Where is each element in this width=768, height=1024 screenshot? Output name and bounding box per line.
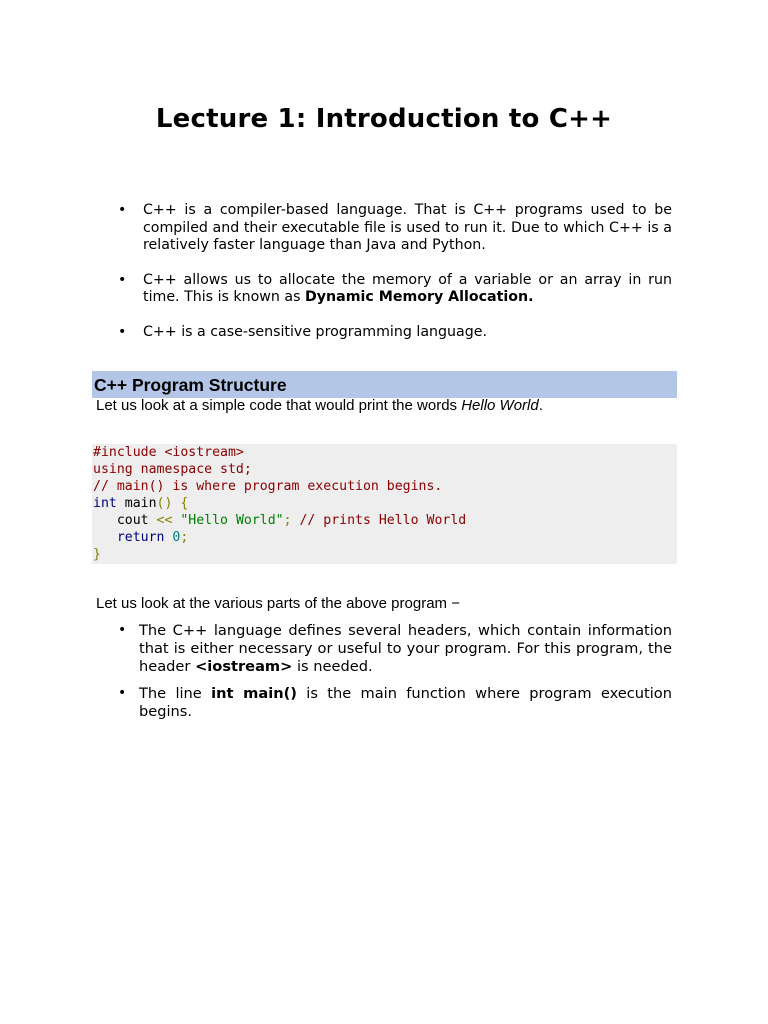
code-keyword: int [93, 496, 117, 511]
section-intro-paragraph [96, 397, 543, 415]
bullet-text: The C++ language defines several headers, which contain information that is either necessary or useful to your program. For this program, the header [139, 622, 672, 675]
code-line [92, 529, 677, 546]
list-item [118, 324, 672, 342]
code-brace: } [93, 547, 101, 562]
code-line [92, 495, 677, 512]
bullet-text: is the main function where program execution begins. [139, 685, 672, 721]
code-operator: << [156, 513, 173, 528]
code-line [92, 546, 677, 563]
code-operator: () { [156, 496, 189, 511]
code-indent [93, 530, 117, 545]
parts-intro-paragraph: Let us look at the various parts of the above program − [96, 595, 460, 612]
code-using: using namespace std; [93, 462, 252, 477]
bullet-bold-text: <iostream> [195, 657, 293, 675]
code-string: "Hello World" [172, 513, 284, 528]
code-line [92, 478, 677, 495]
code-line [92, 461, 677, 478]
intro-italic: Hello World [461, 397, 539, 414]
parts-bullet-list [118, 622, 672, 731]
section-heading: C++ Program Structure [94, 375, 287, 395]
bullet-bold-text: int main() [211, 685, 297, 703]
intro-text: Let us look at a simple code that would print the words [96, 397, 462, 414]
bullet-text: C++ is a compiler-based language. That is C++ programs used to be compiled and their executable file is used to run it. Due to which C++ is a relatively faster language than Java and Python. [143, 202, 672, 254]
list-item [118, 622, 672, 675]
code-identifier: main [116, 496, 157, 511]
bullet-text: is needed. [292, 657, 373, 675]
code-identifier: cout [93, 513, 157, 528]
list-item [118, 272, 672, 307]
bullet-bold-text: Dynamic Memory Allocation. [305, 289, 534, 306]
code-keyword: return [116, 530, 165, 545]
code-line [92, 444, 677, 461]
intro-end: . [538, 397, 543, 414]
code-number: 0 [164, 530, 181, 545]
bullet-text: C++ allows us to allocate the memory of a variable or an array in run time. This is known as [143, 271, 672, 306]
page-title: Lecture 1: Introduction to C++ [155, 104, 613, 134]
list-item [118, 202, 672, 255]
code-semicolon: ; [283, 513, 292, 528]
intro-bullet-list [118, 202, 672, 359]
code-preprocessor: #include <iostream> [93, 445, 244, 460]
code-comment: // prints Hello World [291, 513, 467, 528]
code-line [92, 512, 677, 529]
code-block [92, 444, 677, 564]
bullet-text: C++ is a case-sensitive programming language. [143, 323, 487, 340]
code-comment: // main() is where program execution begins. [93, 479, 443, 494]
bullet-text: The line [139, 685, 212, 703]
list-item [118, 685, 672, 721]
code-semicolon: ; [180, 530, 189, 545]
